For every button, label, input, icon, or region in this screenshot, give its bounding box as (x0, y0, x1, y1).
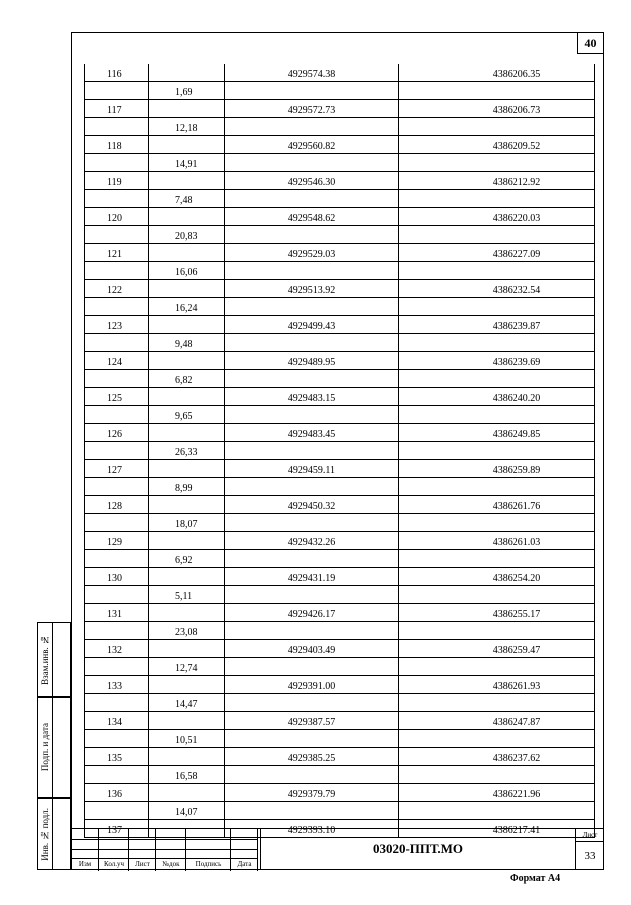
table-row (85, 244, 595, 262)
cell-distance: 5,11 (149, 586, 225, 604)
cell-x: 4929483.15 (225, 388, 399, 406)
cell-y: 4386221.96 (399, 784, 595, 802)
cell-x: 4929572.73 (225, 100, 399, 118)
cell-x: 4929403.49 (225, 640, 399, 658)
cell-empty (85, 730, 149, 748)
side-field-podp (37, 697, 71, 798)
cell-x: 4929489.95 (225, 352, 399, 370)
table-row-distance (85, 550, 595, 568)
cell-empty (225, 406, 399, 424)
cell-empty (225, 118, 399, 136)
cell-empty (149, 388, 225, 406)
cell-empty (85, 658, 149, 676)
cell-y: 4386239.69 (399, 352, 595, 370)
table-row-distance (85, 622, 595, 640)
cell-x: 4929459.11 (225, 460, 399, 478)
cell-empty (85, 766, 149, 784)
table-row-distance (85, 82, 595, 100)
cell-empty (399, 226, 595, 244)
hdr-podpis: Подпись (195, 860, 222, 868)
cell-y: 4386220.03 (399, 208, 595, 226)
cell-empty (85, 190, 149, 208)
cell-distance: 16,24 (149, 298, 225, 316)
cell-empty (85, 622, 149, 640)
cell-empty (149, 64, 225, 82)
cell-empty (399, 478, 595, 496)
cell-empty (149, 748, 225, 766)
hdr-kol: Кол.уч (104, 860, 124, 868)
cell-x: 4929548.62 (225, 208, 399, 226)
cell-empty (399, 442, 595, 460)
cell-empty (225, 190, 399, 208)
cell-x: 4929379.79 (225, 784, 399, 802)
cell-y: 4386206.35 (399, 64, 595, 82)
cell-empty (225, 766, 399, 784)
cell-empty (399, 298, 595, 316)
cell-empty (225, 730, 399, 748)
side-label-vzam: Взам.инв. № (40, 634, 50, 685)
cell-empty (225, 802, 399, 820)
cell-num: 118 (85, 136, 149, 154)
cell-x: 4929560.82 (225, 136, 399, 154)
table-row (85, 640, 595, 658)
table-row (85, 136, 595, 154)
table-row-distance (85, 586, 595, 604)
cell-y: 4386249.85 (399, 424, 595, 442)
cell-empty (85, 334, 149, 352)
cell-empty (149, 208, 225, 226)
cell-distance: 26,33 (149, 442, 225, 460)
hdr-izm: Изм (78, 860, 92, 868)
table-row (85, 532, 595, 550)
cell-distance: 1,69 (149, 82, 225, 100)
table-row-distance (85, 262, 595, 280)
table-row (85, 208, 595, 226)
cell-empty (85, 154, 149, 172)
cell-empty (149, 568, 225, 586)
cell-y: 4386212.92 (399, 172, 595, 190)
table-row (85, 352, 595, 370)
cell-empty (225, 514, 399, 532)
cell-distance: 7,48 (149, 190, 225, 208)
table-row-distance (85, 694, 595, 712)
cell-num: 132 (85, 640, 149, 658)
cell-y: 4386232.54 (399, 280, 595, 298)
cell-empty (225, 442, 399, 460)
cell-empty (399, 766, 595, 784)
cell-empty (399, 586, 595, 604)
table-row (85, 172, 595, 190)
cell-empty (85, 802, 149, 820)
cell-distance: 9,48 (149, 334, 225, 352)
cell-empty (399, 262, 595, 280)
table-row (85, 316, 595, 334)
cell-y: 4386239.87 (399, 316, 595, 334)
cell-x: 4929387.57 (225, 712, 399, 730)
cell-x: 4929529.03 (225, 244, 399, 262)
cell-empty (399, 82, 595, 100)
cell-y: 4386254.20 (399, 568, 595, 586)
table-row-distance (85, 730, 595, 748)
cell-y: 4386217.41 (399, 820, 595, 838)
cell-distance: 14,91 (149, 154, 225, 172)
cell-empty (149, 676, 225, 694)
cell-num: 126 (85, 424, 149, 442)
cell-distance: 6,82 (149, 370, 225, 388)
cell-empty (225, 262, 399, 280)
cell-empty (85, 442, 149, 460)
table-row (85, 676, 595, 694)
cell-x: 4929483.45 (225, 424, 399, 442)
cell-num: 134 (85, 712, 149, 730)
cell-y: 4386261.93 (399, 676, 595, 694)
hdr-ndok: №док (162, 860, 180, 868)
table-row (85, 748, 595, 766)
cell-empty (225, 622, 399, 640)
table-row-distance (85, 334, 595, 352)
cell-empty (399, 802, 595, 820)
cell-distance: 9,65 (149, 406, 225, 424)
cell-num: 127 (85, 460, 149, 478)
cell-x: 4929393.10 (225, 820, 399, 838)
cell-num: 125 (85, 388, 149, 406)
cell-empty (225, 334, 399, 352)
table-row (85, 100, 595, 118)
table-row (85, 388, 595, 406)
cell-empty (399, 514, 595, 532)
cell-num: 123 (85, 316, 149, 334)
table-row-distance (85, 478, 595, 496)
hdr-list: Лист (135, 860, 150, 868)
cell-empty (85, 694, 149, 712)
cell-empty (149, 280, 225, 298)
cell-empty (149, 136, 225, 154)
cell-distance: 8,99 (149, 478, 225, 496)
cell-x: 4929391.00 (225, 676, 399, 694)
cell-empty (225, 478, 399, 496)
cell-num: 120 (85, 208, 149, 226)
cell-empty (85, 118, 149, 136)
cell-empty (149, 424, 225, 442)
cell-y: 4386237.62 (399, 748, 595, 766)
cell-distance: 16,58 (149, 766, 225, 784)
cell-distance: 23,08 (149, 622, 225, 640)
cell-num: 124 (85, 352, 149, 370)
cell-y: 4386227.09 (399, 244, 595, 262)
table-row-distance (85, 514, 595, 532)
side-label-inv: Инв. № подл. (40, 807, 50, 861)
table-row-distance (85, 226, 595, 244)
cell-y: 4386255.17 (399, 604, 595, 622)
cell-y: 4386240.20 (399, 388, 595, 406)
table-row-distance (85, 442, 595, 460)
side-field-inv (37, 798, 71, 870)
coordinates-table (84, 64, 595, 838)
cell-distance: 10,51 (149, 730, 225, 748)
table-row-distance (85, 154, 595, 172)
sheet-number: 33 (584, 850, 596, 862)
cell-distance: 12,18 (149, 118, 225, 136)
cell-empty (149, 460, 225, 478)
cell-distance: 14,07 (149, 802, 225, 820)
cell-empty (399, 730, 595, 748)
cell-empty (149, 712, 225, 730)
cell-empty (225, 658, 399, 676)
cell-distance: 18,07 (149, 514, 225, 532)
cell-empty (399, 190, 595, 208)
cell-empty (399, 334, 595, 352)
cell-empty (225, 298, 399, 316)
cell-distance: 12,74 (149, 658, 225, 676)
side-field-vzam (37, 622, 71, 697)
cell-x: 4929432.26 (225, 532, 399, 550)
table-row-distance (85, 190, 595, 208)
cell-empty (225, 586, 399, 604)
cell-empty (399, 118, 595, 136)
cell-y: 4386261.03 (399, 532, 595, 550)
cell-empty (85, 478, 149, 496)
cell-num: 128 (85, 496, 149, 514)
cell-empty (149, 640, 225, 658)
table-row (85, 712, 595, 730)
cell-distance: 20,83 (149, 226, 225, 244)
cell-y: 4386261.76 (399, 496, 595, 514)
cell-empty (399, 550, 595, 568)
cell-empty (225, 82, 399, 100)
table-row-distance (85, 118, 595, 136)
cell-empty (225, 370, 399, 388)
cell-y: 4386206.73 (399, 100, 595, 118)
cell-num: 122 (85, 280, 149, 298)
cell-x: 4929385.25 (225, 748, 399, 766)
cell-num: 129 (85, 532, 149, 550)
table-row (85, 424, 595, 442)
cell-x: 4929431.19 (225, 568, 399, 586)
table-row-distance (85, 406, 595, 424)
cell-empty (149, 100, 225, 118)
cell-distance: 16,06 (149, 262, 225, 280)
table-row-distance (85, 766, 595, 784)
table-row (85, 460, 595, 478)
side-label-podp: Подп. и дата (40, 723, 50, 772)
table-row-distance (85, 658, 595, 676)
document-code: 03020-ППТ.МО (260, 828, 576, 870)
cell-x: 4929450.32 (225, 496, 399, 514)
table-row (85, 280, 595, 298)
table-row-distance (85, 802, 595, 820)
cell-num: 133 (85, 676, 149, 694)
cell-empty (149, 532, 225, 550)
cell-y: 4386259.47 (399, 640, 595, 658)
cell-empty (225, 694, 399, 712)
table-row-distance (85, 370, 595, 388)
cell-num: 130 (85, 568, 149, 586)
cell-empty (225, 550, 399, 568)
cell-num: 117 (85, 100, 149, 118)
cell-y: 4386259.89 (399, 460, 595, 478)
cell-empty (399, 154, 595, 172)
cell-empty (399, 694, 595, 712)
table-row (85, 64, 595, 82)
cell-empty (85, 226, 149, 244)
cell-x: 4929499.43 (225, 316, 399, 334)
cell-empty (399, 406, 595, 424)
cell-x: 4929513.92 (225, 280, 399, 298)
cell-empty (149, 784, 225, 802)
cell-empty (85, 586, 149, 604)
table-row (85, 784, 595, 802)
cell-empty (399, 658, 595, 676)
cell-num: 135 (85, 748, 149, 766)
cell-empty (149, 496, 225, 514)
cell-empty (85, 370, 149, 388)
table-row-distance (85, 298, 595, 316)
cell-y: 4386247.87 (399, 712, 595, 730)
page-number: 40 (577, 32, 604, 54)
cell-empty (225, 226, 399, 244)
cell-empty (85, 514, 149, 532)
cell-empty (399, 370, 595, 388)
cell-distance: 14,47 (149, 694, 225, 712)
cell-empty (149, 352, 225, 370)
hdr-data: Дата (237, 860, 252, 868)
cell-num: 137 (85, 820, 149, 838)
cell-x: 4929426.17 (225, 604, 399, 622)
cell-x: 4929546.30 (225, 172, 399, 190)
table-row (85, 604, 595, 622)
cell-distance: 6,92 (149, 550, 225, 568)
cell-empty (85, 550, 149, 568)
cell-num: 121 (85, 244, 149, 262)
cell-empty (149, 604, 225, 622)
cell-empty (149, 244, 225, 262)
cell-empty (149, 316, 225, 334)
table-row (85, 496, 595, 514)
cell-x: 4929574.38 (225, 64, 399, 82)
cell-num: 119 (85, 172, 149, 190)
cell-empty (225, 154, 399, 172)
cell-y: 4386209.52 (399, 136, 595, 154)
cell-empty (149, 172, 225, 190)
sheet-label: Лист (576, 828, 604, 842)
cell-empty (85, 406, 149, 424)
cell-empty (85, 82, 149, 100)
format-label: Формат А4 (510, 873, 561, 884)
table-row (85, 568, 595, 586)
cell-num: 131 (85, 604, 149, 622)
cell-empty (85, 262, 149, 280)
cell-empty (85, 298, 149, 316)
cell-empty (399, 622, 595, 640)
cell-num: 136 (85, 784, 149, 802)
cell-num: 116 (85, 64, 149, 82)
